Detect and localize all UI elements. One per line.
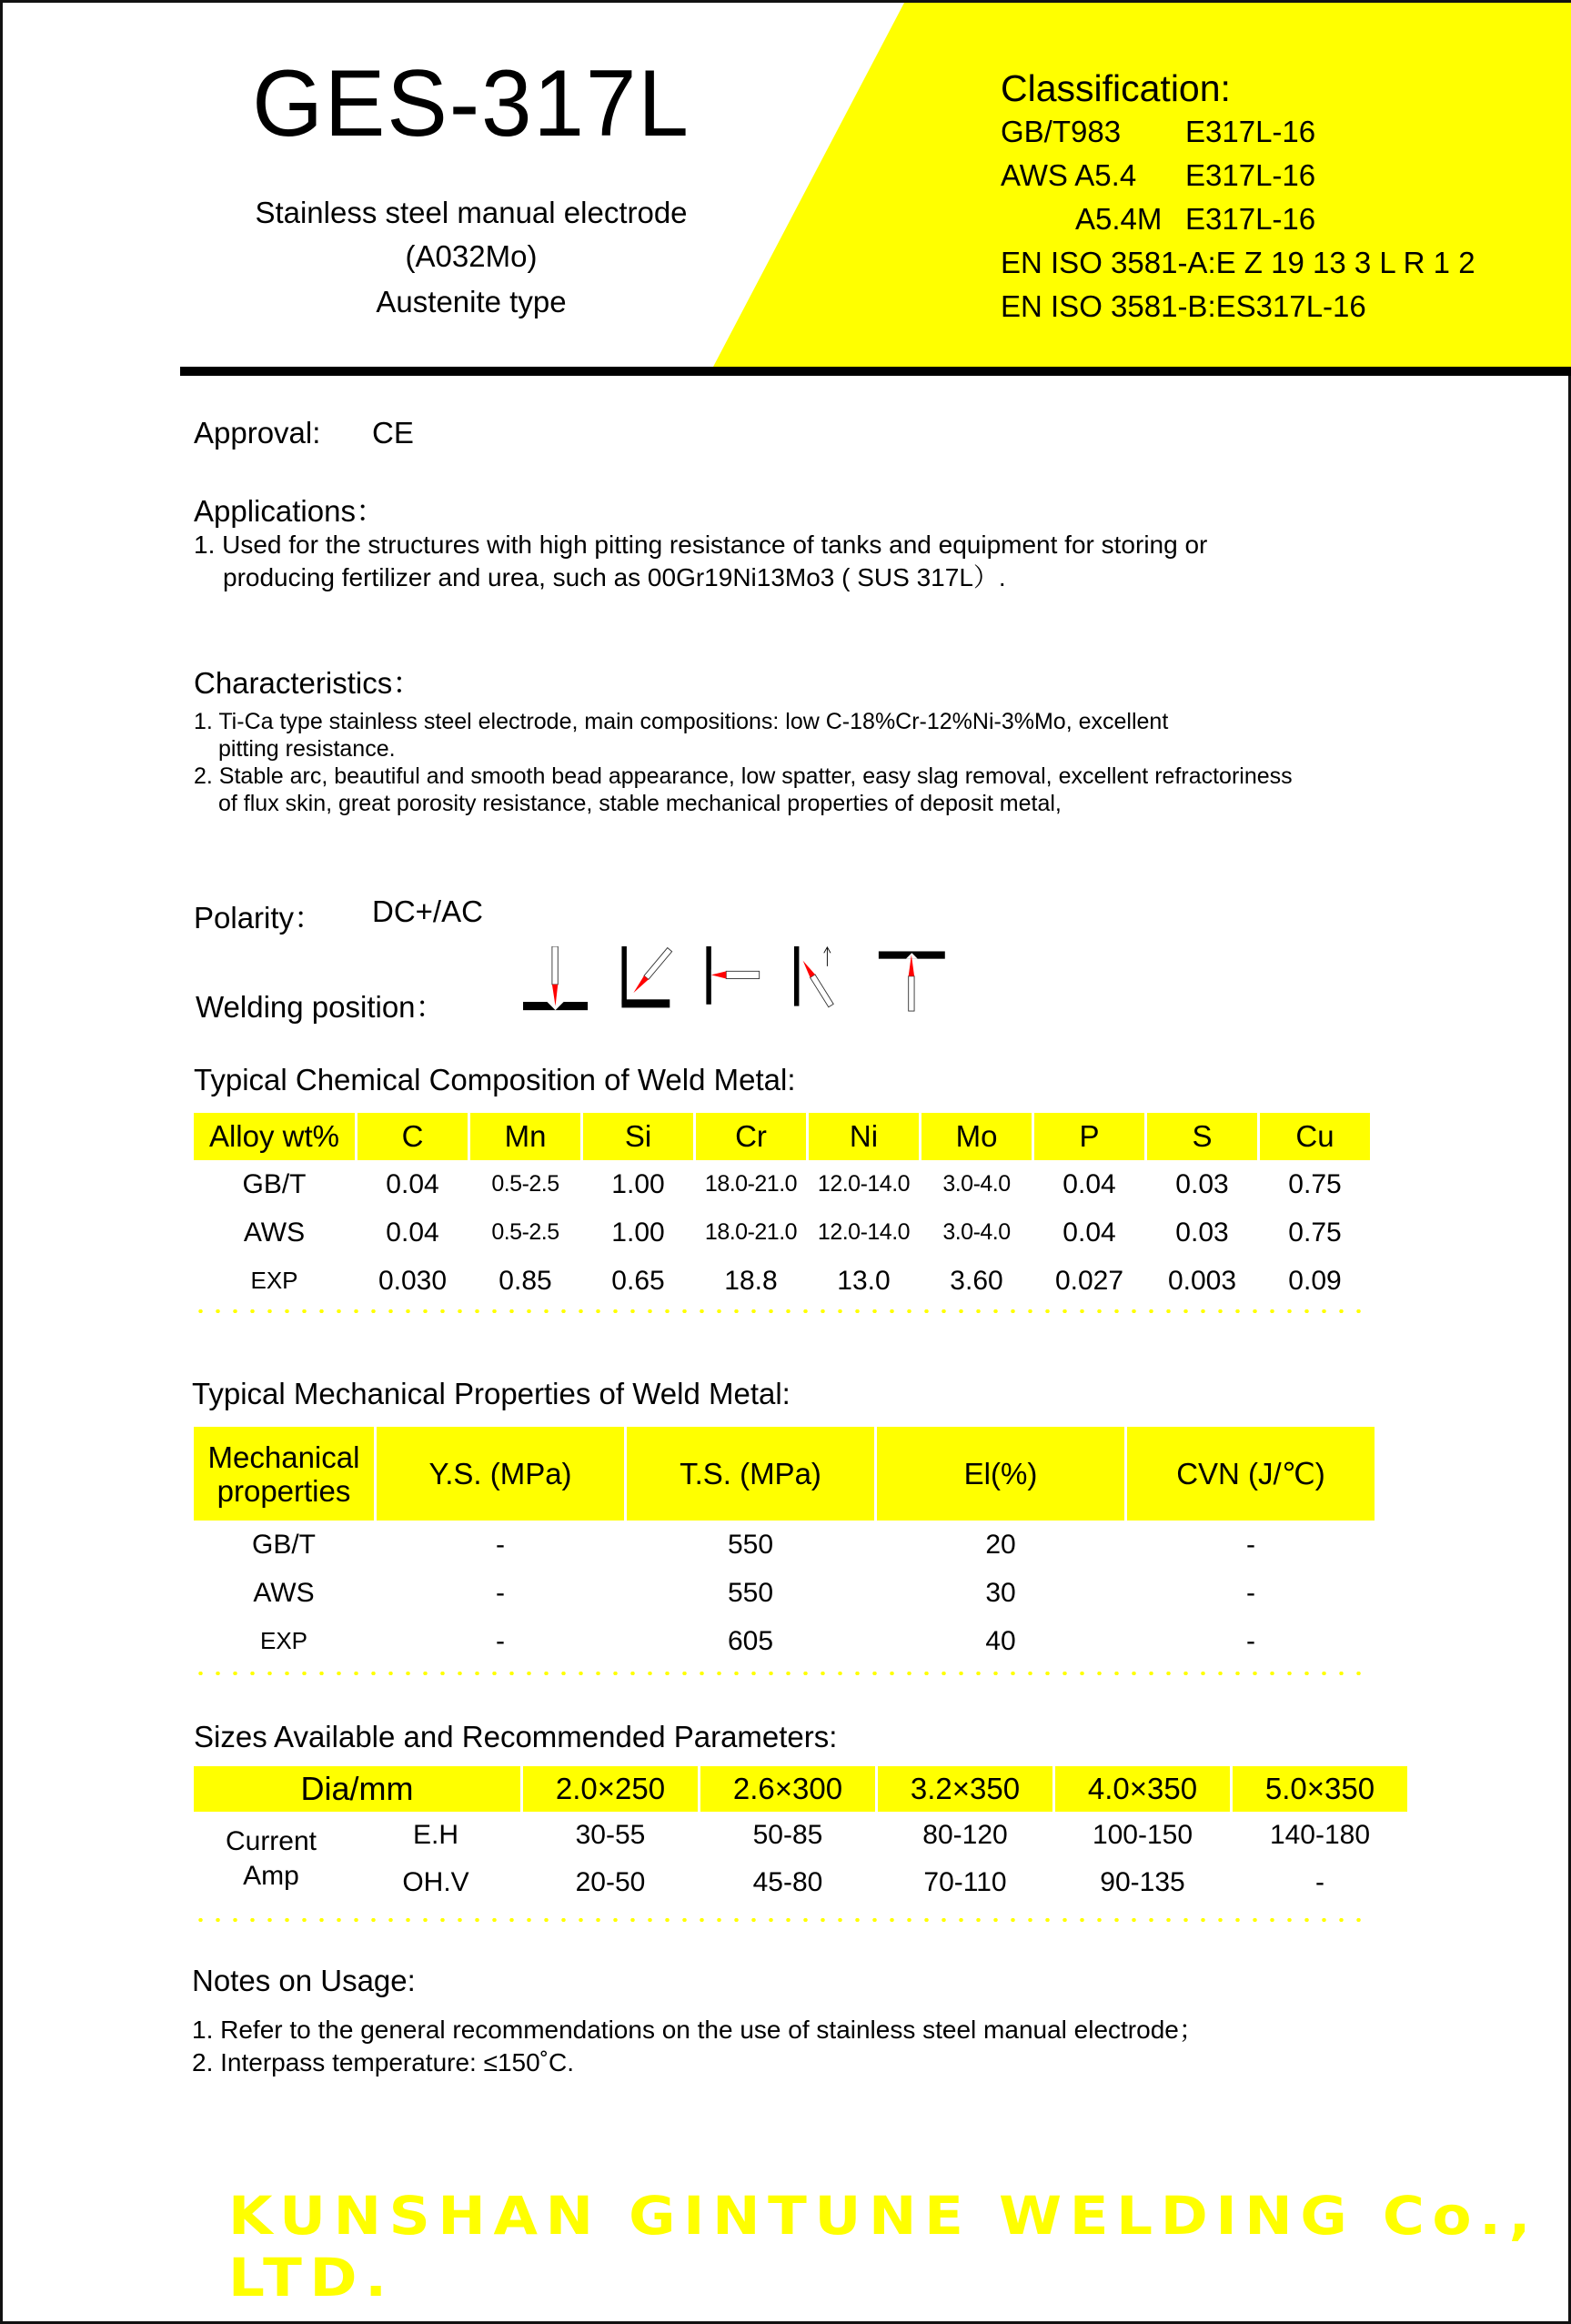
table-cell: 1.00 [611,1217,665,1248]
table-cell: 12.0-14.0 [817,1219,911,1245]
table-cell: 0.5-2.5 [491,1171,559,1197]
classification-row [1001,241,1475,285]
table-cell: - [1246,1529,1255,1560]
notes-list [192,2014,1204,2079]
table-cell: 18.8 [724,1265,778,1296]
table-cell: 0.04 [1062,1168,1116,1199]
table-cell: 1.00 [611,1168,665,1199]
column-header-line: Mechanical [207,1440,360,1474]
characteristics-heading: Characteristics： [194,666,423,700]
table-cell: 70-110 [923,1867,1007,1897]
polarity-value: DC+/AC [372,894,483,928]
characteristics-item-line: pitting resistance. [218,736,396,762]
table-cell: 20 [985,1529,1016,1560]
product-description: Stainless steel manual electrode [255,196,688,229]
table-cell: 45-80 [752,1867,823,1897]
row-label: AWS [243,1217,306,1248]
column-header: El(%) [877,1427,1124,1521]
column-header: 5.0×350 [1233,1766,1407,1812]
row-label: EXP [259,1627,308,1654]
column-header: C [358,1113,468,1160]
table-cell: 0.04 [386,1217,439,1248]
table-cell: - [1315,1867,1324,1897]
row-label: GB/T [242,1168,307,1199]
table-row [194,1859,1407,1906]
sizes-parameters-table [191,1766,1410,1906]
column-header: Ni [809,1113,919,1160]
table-cell: 0.03 [1175,1168,1229,1199]
vertical-up-icon [794,946,833,1007]
table-cell: 50-85 [752,1820,823,1850]
table-cell: 550 [727,1577,774,1608]
classification-standard: AWS A5.4 [1001,158,1137,192]
classification-standard: GB/T983 [1001,115,1122,148]
product-alias: (A032Mo) [405,239,538,273]
row-group-label [194,1812,348,1906]
header-divider [180,367,1571,376]
table-cell: 0.85 [498,1265,552,1296]
column-header: Cr [696,1113,806,1160]
column-header: Y.S. (MPa) [377,1427,624,1521]
table-cell: 12.0-14.0 [817,1171,911,1197]
table-cell: 30-55 [575,1820,646,1850]
table-cell: 20-50 [575,1867,646,1897]
dotted-divider [192,1672,1365,1675]
column-header: CVN (J/℃) [1127,1427,1375,1521]
amp-label: Amp [243,1861,299,1891]
table-cell: 30 [985,1577,1016,1608]
table-row [194,1160,1370,1208]
table-cell: 13.0 [837,1265,891,1296]
product-type: Austenite type [376,285,567,318]
table-cell: 18.0-21.0 [704,1171,798,1197]
classification-heading: Classification: [1001,67,1231,109]
row-label: OH.V [402,1867,469,1897]
table-row [194,1257,1370,1305]
table-cell: 550 [727,1529,774,1560]
flat-position-icon [523,946,588,1010]
column-header: Alloy wt% [194,1113,355,1160]
table-row [194,1569,1375,1617]
mechanical-properties-table [191,1427,1377,1665]
classification-standard: A5.4M [1075,202,1163,236]
table-cell: - [496,1577,505,1608]
table-cell: - [496,1625,505,1656]
polarity-label: Polarity： [194,901,325,935]
table-cell: 90-135 [1100,1867,1185,1897]
table-cell: 0.04 [386,1168,439,1199]
dotted-divider [192,1309,1365,1313]
table-row [194,1521,1375,1569]
row-label: E.H [412,1820,458,1850]
sizes-heading: Sizes Available and Recommended Parameters: [194,1720,838,1753]
column-header-line: properties [217,1473,351,1508]
classification-row [1001,197,1475,241]
classification-row [1001,110,1475,154]
column-header: Mo [921,1113,1032,1160]
table-cell: - [496,1529,505,1560]
table-cell: 18.0-21.0 [704,1219,798,1245]
approval-value: CE [372,416,414,450]
welding-position-icons [501,946,974,1021]
notes-item: 2. Interpass temperature: ≤150˚C. [192,2048,575,2076]
column-header: 2.6×300 [700,1766,875,1812]
column-header: 3.2×350 [878,1766,1052,1812]
company-name: KUNSHAN GINTUNE WELDING Co., LTD. [228,2185,1539,2309]
characteristics-item-line: of flux skin, great porosity resistance, stable mechanical properties of deposit metal, [218,791,1062,816]
row-label: GB/T [251,1529,316,1560]
table-cell: 3.60 [950,1265,1003,1296]
column-header: S [1147,1113,1257,1160]
column-header: Cu [1260,1113,1370,1160]
table-cell: 0.04 [1062,1217,1116,1248]
table-header-row [194,1113,1370,1160]
table-cell: 0.03 [1175,1217,1229,1248]
applications-item-line: 1. Used for the structures with high pitting resistance of tanks and equipment for storing or [194,530,1208,559]
table-cell: 0.5-2.5 [491,1219,559,1245]
classification-row [1001,154,1475,197]
table-cell: 0.003 [1167,1265,1237,1296]
approval-label: Approval: [194,416,321,450]
overhead-position-icon [879,951,945,1011]
classification-block [1001,66,1475,328]
horizontal-position-icon [706,946,759,1005]
row-label: AWS [253,1577,315,1608]
table-cell: 3.0-4.0 [942,1219,1011,1245]
product-code: GES-317L [252,51,690,157]
table-row [194,1617,1375,1665]
classification-row [1001,285,1475,328]
table-cell: 100-150 [1092,1820,1193,1850]
table-cell: 0.65 [611,1265,665,1296]
column-header: 4.0×350 [1055,1766,1230,1812]
column-header: 2.0×250 [523,1766,698,1812]
table-cell: 0.027 [1054,1265,1124,1296]
chemical-heading: Typical Chemical Composition of Weld Metal: [194,1063,796,1096]
classification-value: E317L-16 [1185,202,1316,236]
table-cell: - [1246,1577,1255,1608]
table-cell: - [1246,1625,1255,1656]
notes-item: 1. Refer to the general recommendations on the use of stainless steel manual electrode； [192,2016,1204,2044]
mechanical-heading: Typical Mechanical Properties of Weld Metal: [192,1377,791,1410]
table-cell: 0.75 [1288,1168,1342,1199]
current-label: Current [225,1826,317,1856]
table-cell: 0.75 [1288,1217,1342,1248]
chemical-composition-table [191,1113,1373,1305]
classification-value: E317L-16 [1185,115,1316,148]
classification-value: EN ISO 3581-A:E Z 19 13 3 L R 1 2 [1001,246,1475,279]
table-row [194,1208,1370,1257]
table-row [194,1812,1407,1859]
column-header [194,1427,374,1521]
row-label: EXP [250,1267,298,1294]
characteristics-list [194,708,1293,817]
column-header: Mn [470,1113,580,1160]
table-header-row [194,1766,1407,1812]
notes-heading: Notes on Usage: [192,1964,416,1997]
applications-item-line: producing fertilizer and urea, such as 00Gr19Ni13Mo3 ( SUS 317L）. [223,563,1006,591]
column-header: Si [583,1113,693,1160]
column-header: P [1034,1113,1144,1160]
table-cell: 0.030 [378,1265,448,1296]
classification-value: E317L-16 [1185,158,1316,192]
table-cell: 140-180 [1269,1820,1371,1850]
dotted-divider [192,1918,1365,1922]
table-cell: 40 [985,1625,1016,1656]
table-cell: 0.09 [1288,1265,1342,1296]
column-header: T.S. (MPa) [627,1427,874,1521]
welding-position-label: Welding position： [196,990,446,1024]
classification-value: EN ISO 3581-B:ES317L-16 [1001,289,1366,323]
table-cell: 605 [727,1625,774,1656]
table-cell: 3.0-4.0 [942,1171,1011,1197]
table-header-row [194,1427,1375,1521]
characteristics-item-line: 2. Stable arc, beautiful and smooth bead appearance, low spatter, easy slag removal, excellent refractoriness [194,763,1293,789]
horizontal-fillet-icon [621,946,671,1007]
applications-heading: Applications： [194,494,386,528]
applications-list [194,529,1207,594]
characteristics-item-line: 1. Ti-Ca type stainless steel electrode, main compositions: low C-18%Cr-12%Ni-3%Mo, excellent [194,709,1169,734]
table-cell: 80-120 [922,1820,1008,1850]
column-header: Dia/mm [194,1766,520,1812]
